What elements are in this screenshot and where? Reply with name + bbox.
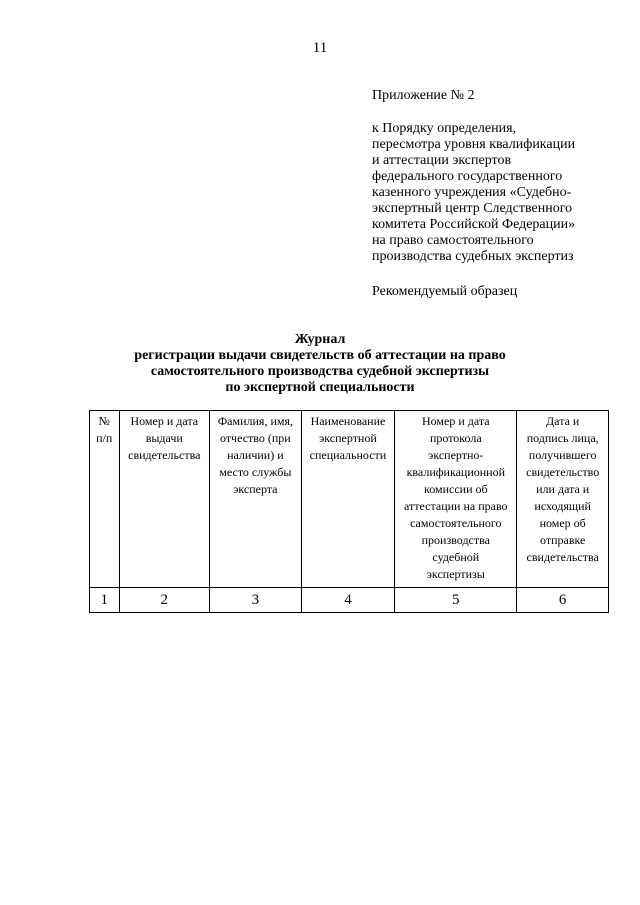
header-cell-number	[90, 411, 120, 588]
header-line: исходящий	[534, 499, 591, 513]
appendix-line: казенного учреждения «Судебно-	[372, 185, 572, 200]
header-line: отправке	[540, 533, 586, 547]
header-line: подпись лица,	[526, 431, 599, 445]
appendix-line: к Порядку определения,	[372, 121, 517, 136]
header-line: свидетельства	[128, 448, 201, 462]
header-line: п/п	[96, 431, 113, 445]
header-line: место службы	[219, 465, 292, 479]
column-number-cell: 6	[517, 588, 609, 613]
journal-title-line: Журнал	[294, 332, 346, 347]
column-number-cell: 1	[90, 588, 120, 613]
appendix-line: федерального государственного	[372, 169, 563, 184]
header-line: протокола	[429, 431, 482, 445]
header-cell-expert-name	[210, 411, 302, 588]
header-line: специальности	[309, 448, 387, 462]
appendix-line: производства судебных экспертиз	[372, 249, 574, 264]
column-number-cell: 4	[301, 588, 395, 613]
recommended-sample-label: Рекомендуемый образец	[372, 284, 518, 299]
header-line: производства	[421, 533, 490, 547]
journal-title	[0, 332, 640, 396]
appendix-line: комитета Российской Федерации»	[372, 217, 576, 232]
column-number-cell: 5	[395, 588, 517, 613]
appendix-line: экспертный центр Следственного	[372, 201, 573, 216]
journal-title-line: самостоятельного производства судебной экспертизы	[150, 364, 490, 379]
header-line: эксперта	[233, 482, 278, 496]
header-line: квалификационной	[406, 465, 506, 479]
header-line: экспертной	[319, 431, 377, 445]
header-line: Фамилия, имя,	[217, 414, 293, 428]
header-cell-signature	[517, 411, 609, 588]
header-cell-specialty	[301, 411, 395, 588]
header-line: аттестации на право	[404, 499, 508, 513]
appendix-line: пересмотра уровня квалификации	[372, 137, 576, 152]
appendix-line: на право самостоятельного	[372, 233, 534, 248]
appendix-reference	[372, 121, 622, 265]
header-line: наличии) и	[227, 448, 284, 462]
page-number: 11	[312, 40, 328, 56]
header-line: Номер и дата	[421, 414, 490, 428]
header-cell-protocol	[395, 411, 517, 588]
header-line: экспертно-	[428, 448, 484, 462]
header-line: выдачи	[145, 431, 183, 445]
column-number-cell: 3	[210, 588, 302, 613]
table-header-row	[90, 411, 609, 588]
header-line: самостоятельного	[410, 516, 502, 530]
header-line: экспертизы	[426, 567, 485, 581]
appendix-title: Приложение № 2	[372, 88, 475, 103]
header-line: получившего	[528, 448, 597, 462]
header-line: Дата и	[546, 414, 580, 428]
header-line: комиссии об	[424, 482, 488, 496]
journal-title-line: по экспертной специальности	[225, 380, 415, 395]
table-row	[90, 588, 609, 613]
header-line: или дата и	[536, 482, 590, 496]
header-cell-certificate	[119, 411, 210, 588]
header-line: свидетельства	[526, 550, 599, 564]
header-line: №	[98, 414, 110, 428]
header-line: судебной	[432, 550, 480, 564]
column-number-cell: 2	[119, 588, 210, 613]
appendix-line: и аттестации экспертов	[372, 153, 512, 168]
header-line: Наименование	[310, 414, 386, 428]
header-line: отчество (при	[219, 431, 291, 445]
journal-title-line: регистрации выдачи свидетельств об аттестации на право	[134, 348, 506, 363]
header-line: Номер и дата	[130, 414, 199, 428]
header-line: свидетельство	[526, 465, 600, 479]
header-line: номер об	[539, 516, 586, 530]
journal-table	[89, 410, 609, 613]
